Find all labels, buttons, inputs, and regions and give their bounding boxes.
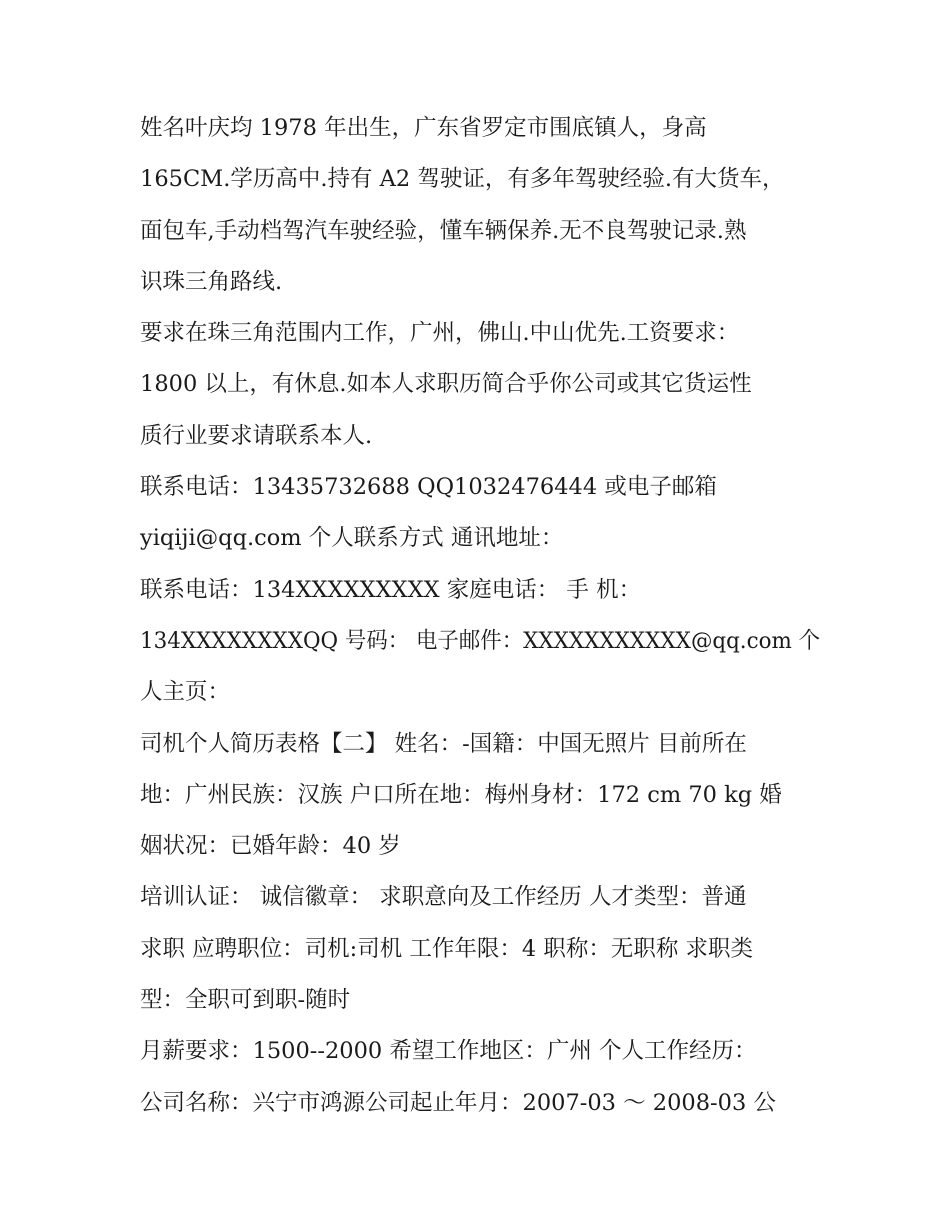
text-line: 联系电话：134XXXXXXXXX 家庭电话： 手 机： — [140, 576, 642, 603]
text-line: 型：全职可到职-随时 — [140, 987, 351, 1014]
text-line: 司机个人简历表格【二】 姓名：-国籍：中国无照片 目前所在 — [140, 730, 747, 757]
text-line: 培训认证： 诚信徽章： 求职意向及工作经历 人才类型：普通 — [140, 884, 747, 911]
text-line: 联系电话：13435732688 QQ1032476444 或电子邮箱 — [140, 474, 717, 501]
text-line: 165CM.学历高中.持有 A2 驾驶证，有多年驾驶经验.有大货车， — [140, 166, 785, 193]
text-line: 1800 以上，有休息.如本人求职历简合乎你公司或其它货运性 — [140, 371, 752, 398]
text-line: 134XXXXXXXXQQ 号码： 电子邮件：XXXXXXXXXXX@qq.com 个 — [140, 627, 821, 654]
text-line: 人主页： — [140, 679, 231, 706]
resume-text — [140, 103, 820, 1129]
text-line: 地：广州民族：汉族 户口所在地：梅州身材：172 cm 70 kg 婚 — [140, 781, 782, 808]
text-line: 面包车,手动档驾汽车驶经验，懂车辆保养.无不良驾驶记录.熟 — [140, 217, 747, 244]
text-line: 姻状况：已婚年龄：40 岁 — [140, 833, 401, 860]
text-line: yiqiji@qq.com 个人联系方式 通讯地址： — [140, 525, 564, 552]
text-line: 公司名称：兴宁市鸿源公司起止年月：2007-03 ～ 2008-03 公 — [140, 1089, 776, 1116]
text-line: 姓名叶庆均 1978 年出生，广东省罗定市围底镇人，身高 — [140, 115, 707, 141]
text-line: 要求在珠三角范围内工作，广州，佛山.中山优先.工资要求： — [140, 320, 740, 347]
text-line: 质行业要求请联系本人. — [140, 422, 373, 449]
text-line: 求职 应聘职位：司机:司机 工作年限：4 职称：无职称 求职类 — [140, 935, 754, 962]
text-line: 月薪要求：1500--2000 希望工作地区：广州 个人工作经历： — [140, 1038, 757, 1065]
text-line: 识珠三角路线. — [140, 268, 283, 295]
